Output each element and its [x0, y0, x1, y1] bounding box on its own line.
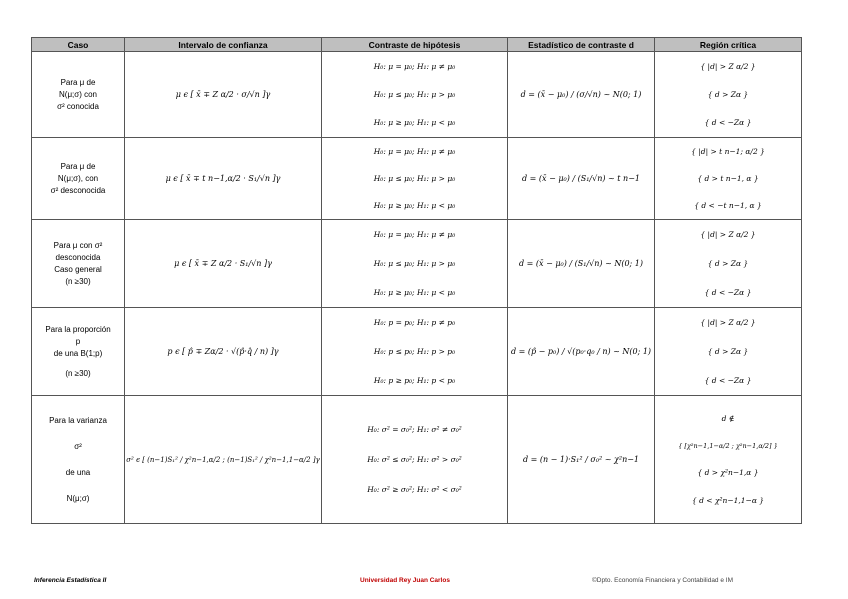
region-cell — [655, 138, 802, 220]
caso-line: Para μ con σ² — [53, 240, 103, 250]
header-intervalo: Intervalo de confianza — [125, 38, 322, 52]
contraste-line: H₀: μ = μ₀; H₁: μ ≠ μ₀ — [373, 230, 456, 240]
contraste-line: H₀: σ² ≤ σ₀²; H₁: σ² > σ₀² — [367, 455, 462, 464]
footer-course: Inferencia Estadística II — [34, 577, 107, 584]
caso-line: Caso general — [54, 264, 102, 274]
contraste-line: H₀: μ ≥ μ₀; H₁: μ < μ₀ — [373, 287, 456, 297]
region-line: { d > χ²n−1,α } — [697, 468, 759, 478]
contraste-cell — [322, 220, 508, 308]
caso-line: p — [75, 336, 81, 346]
contraste-line: H₀: μ ≥ μ₀; H₁: μ < μ₀ — [373, 200, 456, 210]
caso-cell — [32, 308, 125, 396]
region-line: { [χ²n−1,1−α/2 ; χ²n−1,α/2] } — [678, 441, 778, 450]
estadistico-cell — [508, 52, 655, 138]
footer-department: ©Dpto. Economía Financiera y Contabilidad e IM — [592, 577, 733, 584]
estadistico-cell — [508, 396, 655, 524]
header-row — [32, 38, 802, 52]
region-line: { |d| > Z α/2 } — [700, 62, 756, 71]
caso-cell — [32, 220, 125, 308]
contraste-cell — [322, 52, 508, 138]
caso-line: Para la varianza — [49, 415, 107, 425]
intervalo-cell — [125, 396, 322, 524]
region-line: { |d| > Z α/2 } — [700, 318, 756, 328]
contraste-cell — [322, 396, 508, 524]
caso-cell — [32, 52, 125, 138]
region-line: { d > Zα } — [707, 346, 749, 356]
table-row — [32, 52, 802, 138]
contraste-line: H₀: μ = μ₀; H₁: μ ≠ μ₀ — [373, 62, 456, 71]
intervalo-formula: μ ϵ [ x̄ ∓ Z α/2 · S₁/√n ]γ — [174, 259, 272, 268]
caso-line: σ² conocida — [57, 101, 99, 111]
caso-cell — [32, 138, 125, 220]
intervalo-cell — [125, 52, 322, 138]
region-line: { d < χ²n−1,1−α } — [691, 496, 765, 506]
intervalo-cell — [125, 308, 322, 396]
table-row — [32, 138, 802, 220]
region-cell — [655, 52, 802, 138]
region-line: { d < −t n−1, α } — [694, 200, 762, 210]
intervalo-cell — [125, 138, 322, 220]
estadistico-formula: d = (n − 1)·S₁² / σ₀² ~ χ²n−1 — [522, 455, 640, 464]
caso-line: desconocida — [55, 252, 101, 262]
caso-line: (n ≥30) — [65, 368, 91, 378]
caso-line: Para μ de — [60, 77, 96, 87]
caso-line: N(μ;σ) — [66, 493, 90, 503]
region-cell — [655, 396, 802, 524]
caso-line — [32, 360, 124, 368]
caso-line: (n ≥30) — [65, 276, 91, 286]
estadistico-cell — [508, 308, 655, 396]
region-line: d ∉ — [721, 413, 735, 423]
estadistico-cell — [508, 220, 655, 308]
contraste-cell — [322, 308, 508, 396]
intervalo-formula: σ² ϵ [ (n−1)S₁² / χ²n−1,α/2 ; (n−1)S₁² / χ²n−1,1−α/2 ]γ — [126, 456, 320, 464]
contraste-line: H₀: p ≥ p₀; H₁: p < p₀ — [373, 375, 456, 385]
intervalo-formula: p ϵ [ p̂ ∓ Zα/2 · √(p̂·q̂ / n) ]γ — [167, 347, 279, 356]
estadistico-cell — [508, 138, 655, 220]
caso-cell — [32, 396, 125, 524]
caso-line: N(μ;σ), con — [57, 173, 99, 183]
region-line: { d < −Zα } — [704, 287, 752, 297]
contraste-cell — [322, 138, 508, 220]
region-line: { d < −Zα } — [704, 118, 752, 127]
estadistico-formula: d = (x̄ − μ₀) / (S₁/√n) ~ t n−1 — [521, 174, 640, 183]
region-line: { d > Zα } — [707, 90, 749, 99]
caso-line: de una — [65, 467, 91, 477]
formula-table — [31, 37, 802, 524]
footer-university: Universidad Rey Juan Carlos — [360, 577, 450, 584]
header-region: Región crítica — [655, 38, 802, 52]
contraste-line: H₀: μ = μ₀; H₁: μ ≠ μ₀ — [373, 147, 456, 157]
contraste-line: H₀: μ ≥ μ₀; H₁: μ < μ₀ — [373, 118, 456, 127]
header-caso: Caso — [32, 38, 125, 52]
estadistico-formula: d = (x̄ − μ₀) / (σ/√n) ~ N(0; 1) — [520, 90, 642, 99]
contraste-line: H₀: p ≤ p₀; H₁: p > p₀ — [373, 346, 456, 356]
header-contraste: Contraste de hipótesis — [322, 38, 508, 52]
region-line: { |d| > t n−1; α/2 } — [691, 147, 765, 157]
contraste-line: H₀: μ ≤ μ₀; H₁: μ > μ₀ — [373, 173, 456, 183]
region-cell — [655, 220, 802, 308]
header-estadistico: Estadístico de contraste d — [508, 38, 655, 52]
table-row — [32, 220, 802, 308]
region-line: { d < −Zα } — [704, 375, 752, 385]
caso-line: σ² desconocida — [50, 185, 106, 195]
contraste-line: H₀: μ ≤ μ₀; H₁: μ > μ₀ — [373, 258, 456, 268]
caso-line: de una B(1;p) — [53, 348, 103, 358]
caso-line: σ² — [74, 441, 82, 451]
caso-line: Para la proporción — [45, 324, 111, 334]
region-line: { d > t n−1, α } — [697, 173, 759, 183]
intervalo-cell — [125, 220, 322, 308]
contraste-line: H₀: σ² ≥ σ₀²; H₁: σ² < σ₀² — [367, 485, 462, 494]
intervalo-formula: μ ϵ [ x̄ ∓ Z α/2 · σ/√n ]γ — [175, 90, 271, 99]
estadistico-formula: d = (p̂ − p₀) / √(p₀·q₀ / n) ~ N(0; 1) — [510, 347, 652, 356]
contraste-line: H₀: p = p₀; H₁: p ≠ p₀ — [373, 318, 456, 328]
table-row — [32, 308, 802, 396]
caso-line: Para μ de — [60, 161, 96, 171]
region-cell — [655, 308, 802, 396]
contraste-line: H₀: μ ≤ μ₀; H₁: μ > μ₀ — [373, 90, 456, 99]
table-row — [32, 396, 802, 524]
region-line: { |d| > Z α/2 } — [700, 230, 756, 240]
intervalo-formula: μ ϵ [ x̄ ∓ t n−1,α/2 · S₁/√n ]γ — [165, 174, 281, 183]
caso-line: N(μ;σ) con — [59, 89, 97, 99]
contraste-line: H₀: σ² = σ₀²; H₁: σ² ≠ σ₀² — [367, 425, 462, 434]
region-line: { d > Zα } — [707, 258, 749, 268]
estadistico-formula: d = (x̄ − μ₀) / (S₁/√n) ~ N(0; 1) — [519, 259, 643, 268]
